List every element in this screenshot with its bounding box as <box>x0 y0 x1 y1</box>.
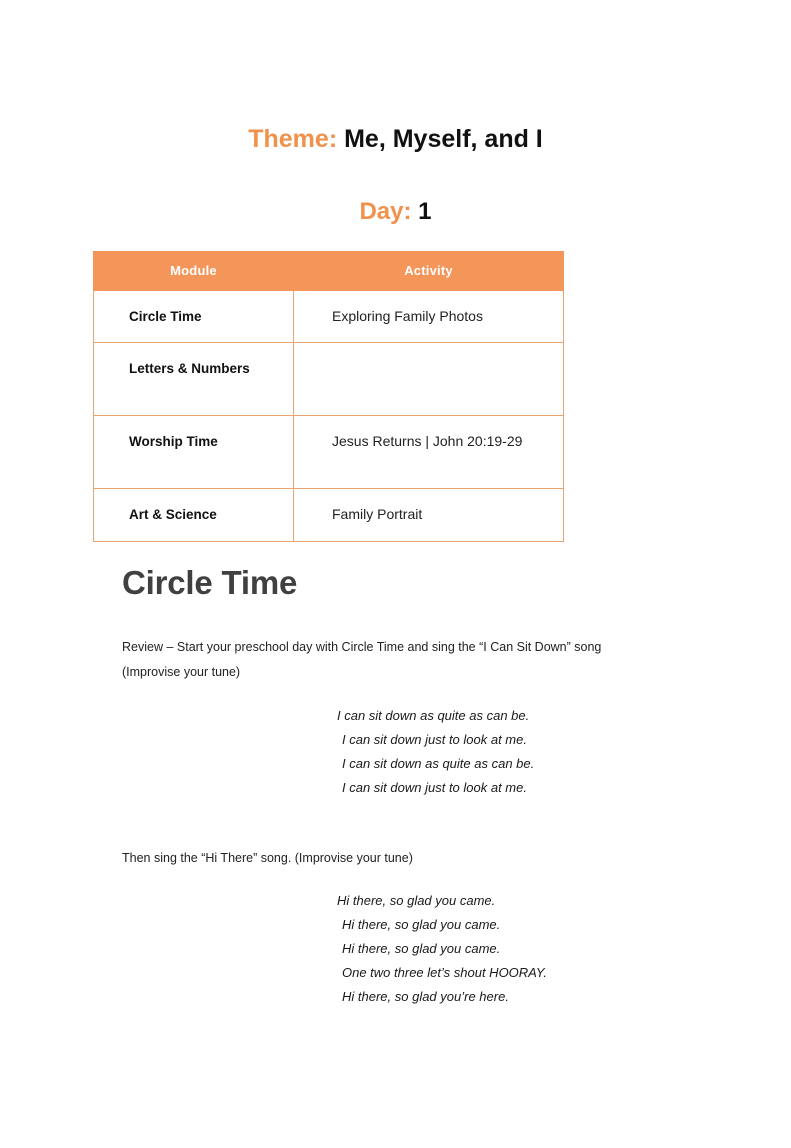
table-row <box>94 343 564 416</box>
lyric-line: I can sit down just to look at me. <box>342 780 527 796</box>
cell-activity-worship-time: Jesus Returns | John 20:19-29 <box>294 416 564 489</box>
theme-value: Me, Myself, and I <box>344 125 543 153</box>
day-label: Day: <box>359 198 412 225</box>
lyric-line: I can sit down as quite as can be. <box>342 756 535 772</box>
cell-module-worship-time: Worship Time <box>94 416 294 489</box>
table-header-row <box>94 251 564 290</box>
table-body <box>94 290 564 541</box>
table-row <box>94 416 564 489</box>
cell-module-art-science: Art & Science <box>94 489 294 542</box>
theme-label: Theme: <box>248 125 338 153</box>
lyric-line: I can sit down as quite as can be. <box>337 708 530 724</box>
theme-heading <box>0 124 791 154</box>
lyric-line: Hi there, so glad you came. <box>342 940 501 956</box>
cell-activity-art-science: Family Portrait <box>294 489 564 542</box>
day-heading <box>0 198 791 227</box>
column-header-module: Module <box>94 251 294 290</box>
lyric-line: I can sit down just to look at me. <box>342 732 527 748</box>
paragraph-review: Review – Start your preschool day with Circle Time and sing the “I Can Sit Down” song (Improvise your tune) <box>122 640 602 679</box>
column-header-activity: Activity <box>294 251 564 290</box>
plan-table-wrapper <box>0 251 791 542</box>
table-row <box>94 290 564 343</box>
document-page <box>0 124 791 1148</box>
paragraph-then-sing: Then sing the “Hi There” song. (Improvise your tune) <box>122 851 413 866</box>
lyric-line: One two three let’s shout HOORAY. <box>342 964 547 980</box>
lyric-line: Hi there, so glad you came. <box>342 916 501 932</box>
day-value: 1 <box>418 198 432 225</box>
table-row <box>94 489 564 542</box>
daily-plan-table <box>93 251 564 542</box>
lyric-line: Hi there, so glad you came. <box>337 892 496 908</box>
table-header <box>94 251 564 290</box>
lyrics-block-hi-there <box>0 889 791 1009</box>
cell-module-letters-numbers: Letters & Numbers <box>94 343 294 416</box>
cell-module-circle-time: Circle Time <box>94 290 294 343</box>
lyrics-block-i-can-sit-down <box>0 704 791 800</box>
section-heading-circle-time: Circle Time <box>122 564 298 602</box>
cell-activity-circle-time: Exploring Family Photos <box>294 290 564 343</box>
cell-activity-letters-numbers <box>294 343 564 416</box>
lyric-line: Hi there, so glad you’re here. <box>342 988 509 1004</box>
